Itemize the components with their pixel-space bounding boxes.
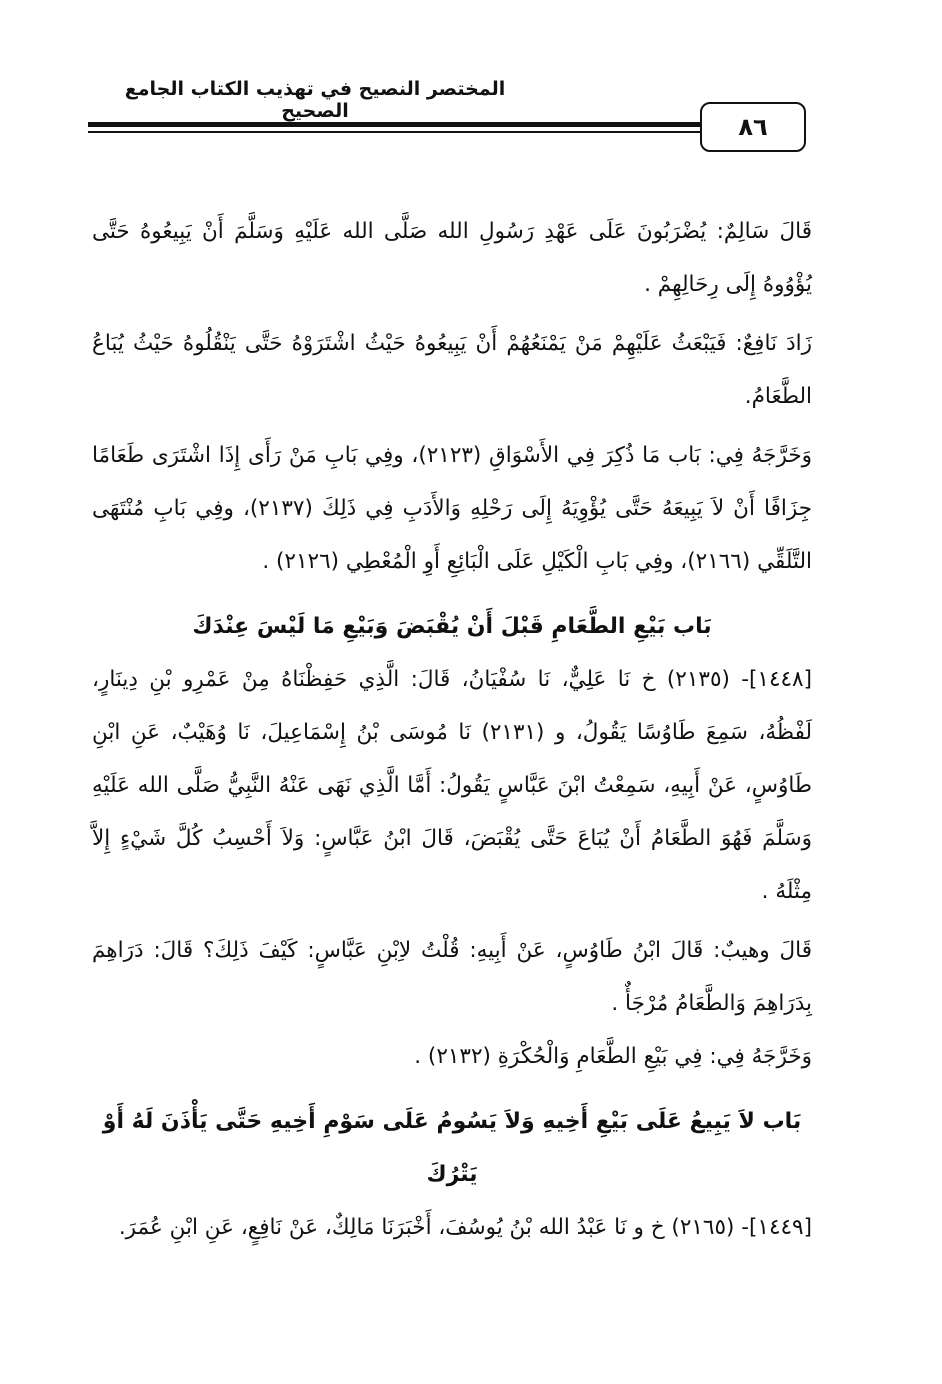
page-number: ٨٦ xyxy=(700,102,806,152)
paragraph-salim: قَالَ سَالِمٌ: يُضْرَبُونَ عَلَى عَهْدِ رَسُولِ الله صَلَّى الله عَلَيْهِ وَسَلَّمَ أَنْ يَبِيعُوهُ حَتَّى يُؤْوُوهُ إِلَى رِحَالِهِمْ . xyxy=(92,219,812,297)
chapter-heading-2: بَاب لاَ يَبِيعُ عَلَى بَيْعِ أَخِيهِ وَلاَ يَسُومُ عَلَى سَوْمِ أَخِيهِ حَتَّى يَأْذَنَ لَهُ أَوْ يَتْرُكَ xyxy=(102,1109,802,1187)
running-header-title: المختصر النصيح في تهذيب الكتاب الجامع الصحيح xyxy=(124,78,506,122)
paragraph-takhrij-1: وَخَرَّجَهُ فِي: بَاب مَا ذُكِرَ فِي الأَسْوَاقِ (٢١٢٣)، وفِي بَابِ مَنْ رَأَى إِذَا اشْتَرَى طَعَامًا جِزَافًا أَنْ لاَ يَبِيعَهُ حَتَّى يُؤْوِيَهُ إِلَى رَحْلِهِ وَالأَدَبِ فِي ذَلِكَ (٢١٣٧)، وفِي بَابِ مُنْتَهَى التَّلَقِّي (٢١٦٦)، وفِي بَابِ الْكَيْلِ عَلَى الْبَائِعِ أَوِ الْمُعْطِي (٢١٢٦) . xyxy=(92,443,812,574)
paragraph-wuhayb: قَالَ وهيبٌ: قَالَ ابْنُ طَاوُسٍ، عَنْ أَبِيهِ: قُلْتُ لاِبْنِ عَبَّاسٍ: كَيْفَ ذَلِكَ؟ قَالَ: دَرَاهِمَ بِدَرَاهِمَ وَالطَّعَامُ مُرْجَأٌ . xyxy=(92,938,812,1016)
chapter-heading-1: بَاب بَيْعِ الطَّعَامِ قَبْلَ أَنْ يُقْبَضَ وَبَيْعِ مَا لَيْسَ عِنْدَكَ xyxy=(192,614,712,639)
hadith-1448: [١٤٤٨]- (٢١٣٥) خ نَا عَلِيٌّ، نَا سُفْيَانُ، قَالَ: الَّذِي حَفِظْنَاهُ مِنْ عَمْرِو بْنِ دِينَارٍ، لَفْظُهُ، سَمِعَ طَاوُسًا يَقُولُ، و (٢١٣١) نَا مُوسَى بْنُ إِسْمَاعِيلَ، نَا وُهَيْبٌ، عَنِ ابْنِ طَاوُسٍ، عَنْ أَبِيهِ، سَمِعْتُ ابْنَ عَبَّاسٍ يَقُولُ: أَمَّا الَّذِي نَهَى عَنْهُ النَّبِيُّ صَلَّى الله عَلَيْهِ وَسَلَّمَ فَهُوَ الطَّعَامُ أَنْ يُبَاعَ حَتَّى يُقْبَضَ، قَالَ ابْنُ عَبَّاسٍ: وَلاَ أَحْسِبُ كُلَّ شَيْءٍ إِلاَّ مِثْلَهُ . xyxy=(92,667,812,904)
page-body xyxy=(92,205,812,1254)
paragraph-nafi: زَادَ نَافِعٌ: فَيَبْعَثُ عَلَيْهِمْ مَنْ يَمْنَعُهُمْ أَنْ يَبِيعُوهُ حَيْثُ اشْتَرَوْهُ حَتَّى يَنْقُلُوهُ حَيْثُ يُبَاعُ الطَّعَامُ. xyxy=(92,331,812,409)
spacer xyxy=(92,588,812,600)
spacer xyxy=(92,1083,812,1095)
hadith-1449: [١٤٤٩]- (٢١٦٥) خ و نَا عَبْدُ الله بْنُ يُوسُفَ، أَخْبَرَنَا مَالِكٌ، عَنْ نَافِعٍ، عَنِ ابْنِ عُمَرَ. xyxy=(118,1215,812,1240)
header-rule-thin xyxy=(88,131,700,133)
paragraph-takhrij-2: وَخَرَّجَهُ فِي: فِي بَيْعِ الطَّعَامِ وَالْحُكْرَةِ (٢١٣٢) . xyxy=(414,1044,812,1069)
header-rule-thick xyxy=(88,122,700,127)
